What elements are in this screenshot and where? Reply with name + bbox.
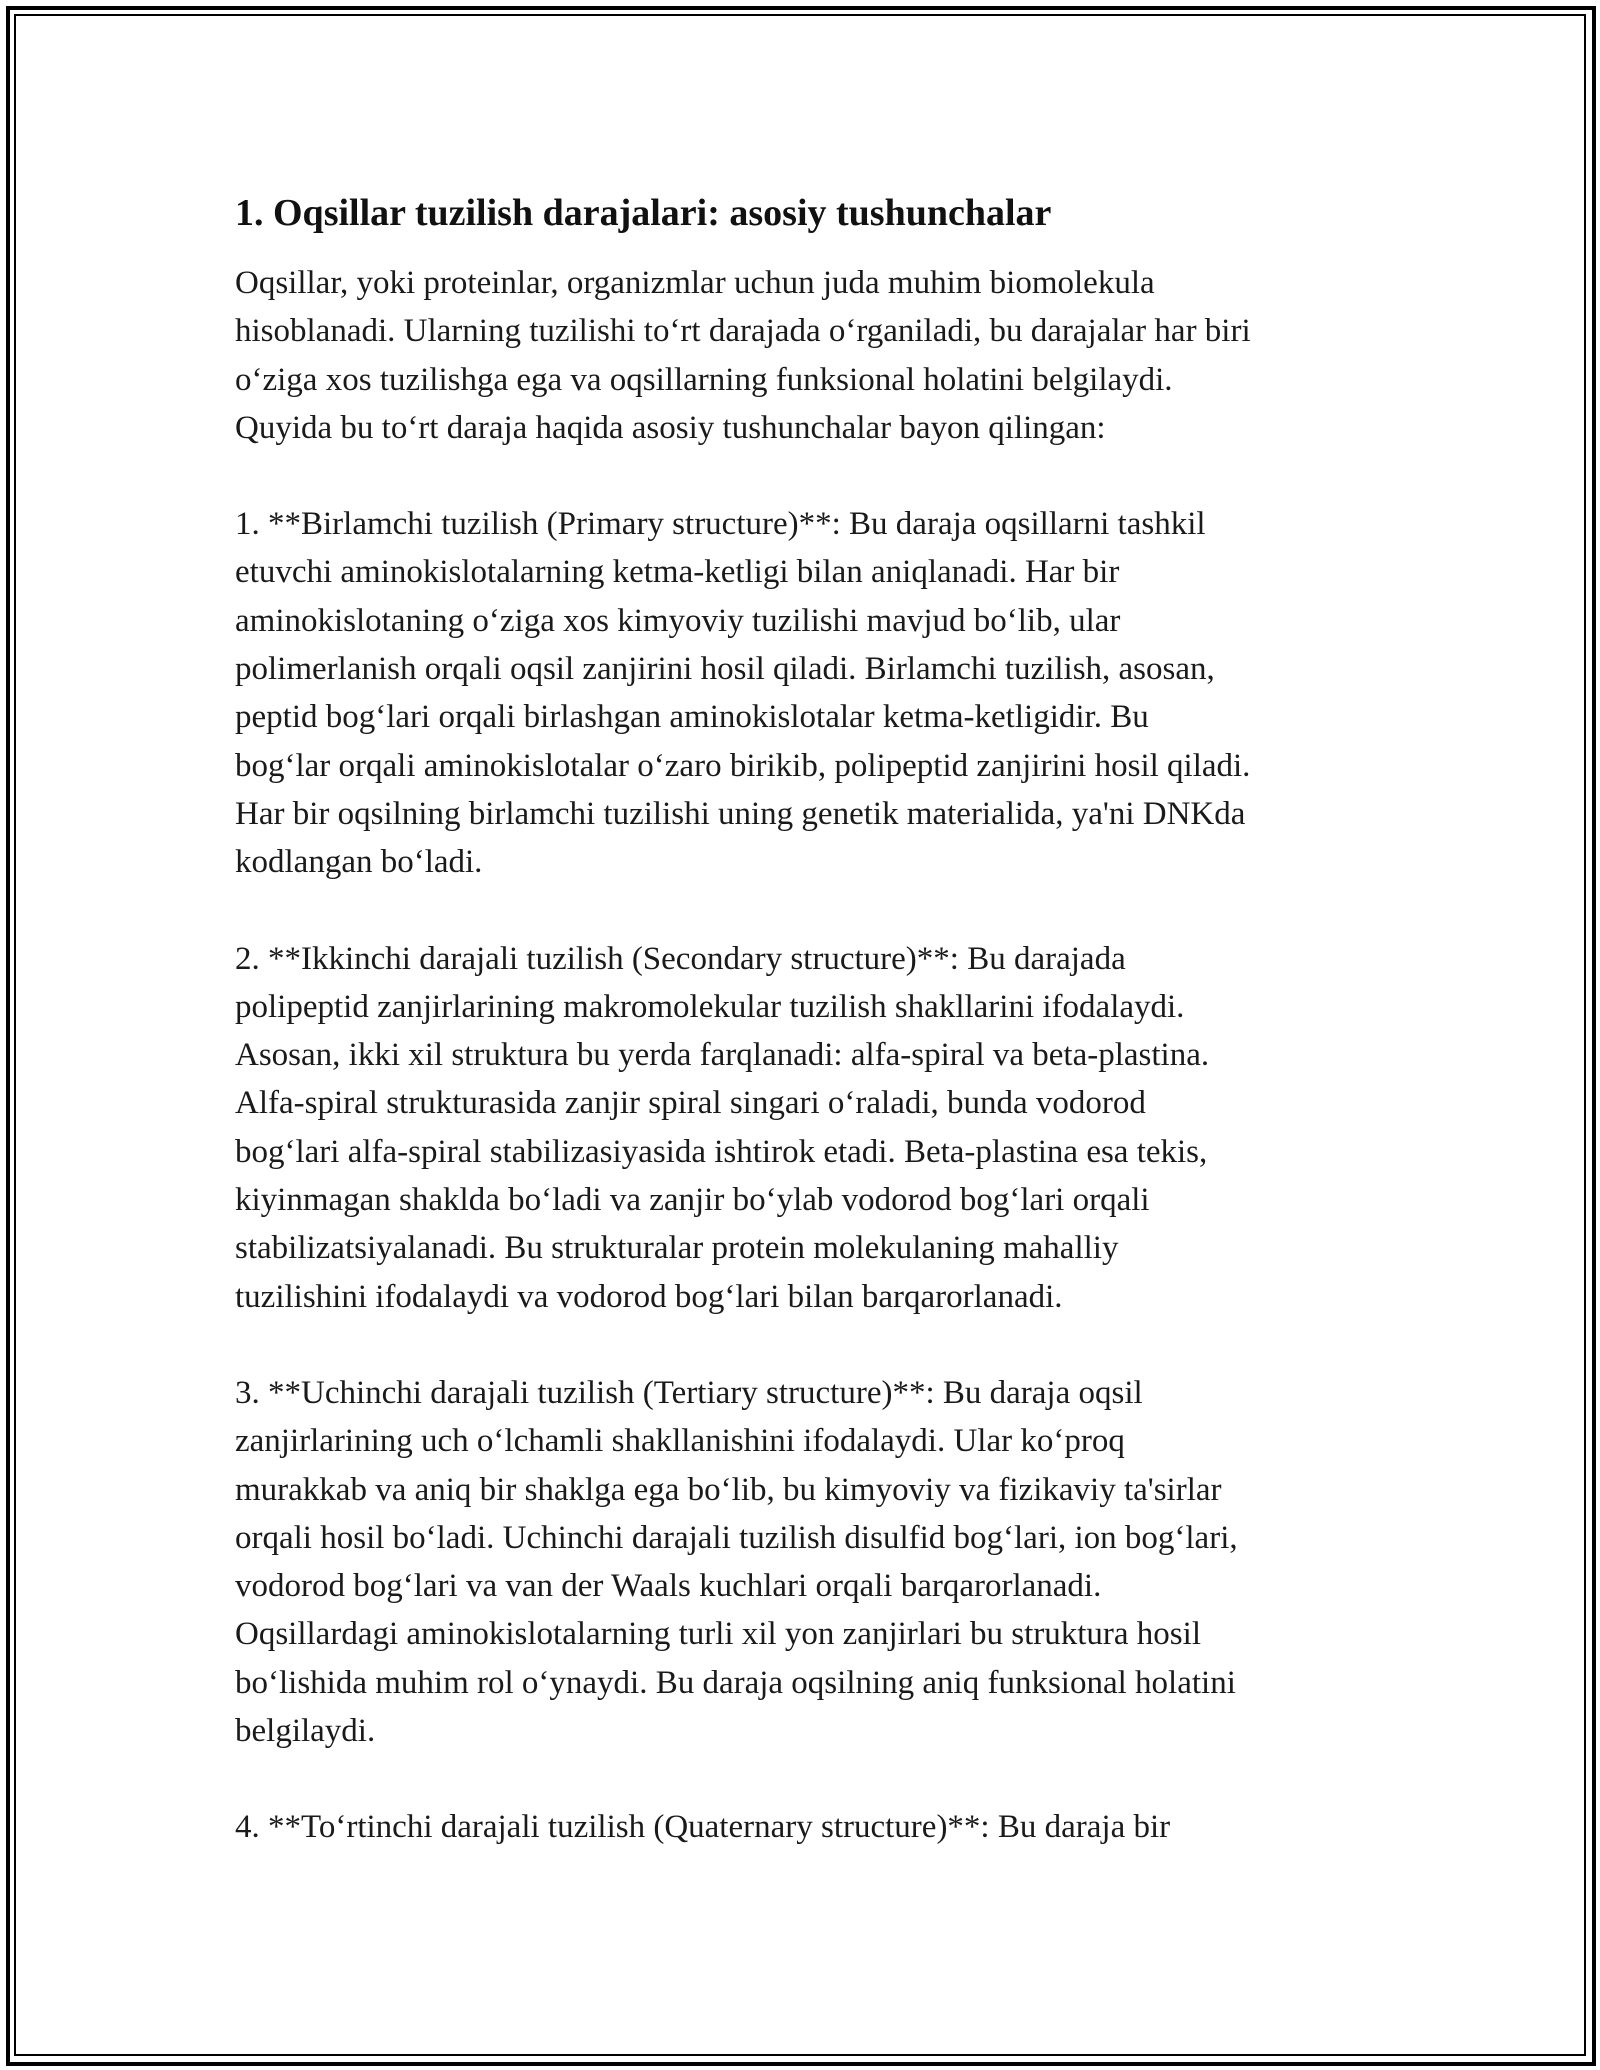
document-title: 1. Oqsillar tuzilish darajalari: asosiy tushunchalar <box>235 192 1052 234</box>
paragraph-primary-structure: 1. **Birlamchi tuzilish (Primary structure)**: Bu daraja oqsillarni tashkil etuvchi aminokislotalarning ketma-ketligi bilan aniqlanadi. Har bir aminokislotaning o‘ziga xos kimyoviy tuzilishi mavjud bo‘lib, ular polimerlanish orqali oqsil zanjirini hosil qiladi. Birlamchi tuzilish, asosan, peptid bog‘lari orqali birlashgan aminokislotalar ketma-ketligidir. Bu bog‘lar orqali aminokislotalar o‘zaro birikib, polipeptid zanjirini hosil qiladi. Har bir oqsilning birlamchi tuzilishi uning genetik materialida, ya'ni DNKda kodlangan bo‘ladi. <box>235 506 1251 881</box>
paragraph-tertiary-structure: 3. **Uchinchi darajali tuzilish (Tertiary structure)**: Bu daraja oqsil zanjirlarining uch o‘lchamli shakllanishini ifodalaydi. Ular ko‘proq murakkab va aniq bir shaklga ega bo‘lib, bu kimyoviy va fizikaviy ta'sirlar orqali hosil bo‘ladi. Uchinchi darajali tuzilish disulfid bog‘lari, ion bog‘lari, vodorod bog‘lari va van der Waals kuchlari orqali barqarorlanadi. Oqsillardagi aminokislotalarning turli xil yon zanjirlari bu struktura hosil bo‘lishida muhim rol o‘ynaydi. Bu daraja oqsilning aniq funksional holatini belgilaydi. <box>235 1374 1238 1750</box>
paragraph-quaternary-structure: 4. **To‘rtinchi darajali tuzilish (Quaternary structure)**: Bu daraja bir <box>235 1809 1171 1846</box>
paragraph-intro: Oqsillar, yoki proteinlar, organizmlar uchun juda muhim biomolekula hisoblanadi. Ularning tuzilishi to‘rt darajada o‘rganiladi, bu darajalar har biri o‘ziga xos tuzilishga ega va oqsillarning funksional holatini belgilaydi. Quyida bu to‘rt daraja haqida asosiy tushunchalar bayon qilingan: <box>235 265 1251 446</box>
document-body <box>235 185 1375 1900</box>
paragraph-secondary-structure: 2. **Ikkinchi darajali tuzilish (Secondary structure)**: Bu darajada polipeptid zanjirlarining makromolekular tuzilish shakllarini ifodalaydi. Asosan, ikki xil struktura bu yerda farqlanadi: alfa-spiral va beta-plastina. Alfa-spiral strukturasida zanjir spiral singari o‘raladi, bunda vodorod bog‘lari alfa-spiral stabilizasiyasida ishtirok etadi. Beta-plastina esa tekis, kiyinmagan shaklda bo‘ladi va zanjir bo‘ylab vodorod bog‘lari orqali stabilizatsiyalanadi. Bu strukturalar protein molekulaning mahalliy tuzilishini ifodalaydi va vodorod bog‘lari bilan barqarorlanadi. <box>235 940 1210 1315</box>
